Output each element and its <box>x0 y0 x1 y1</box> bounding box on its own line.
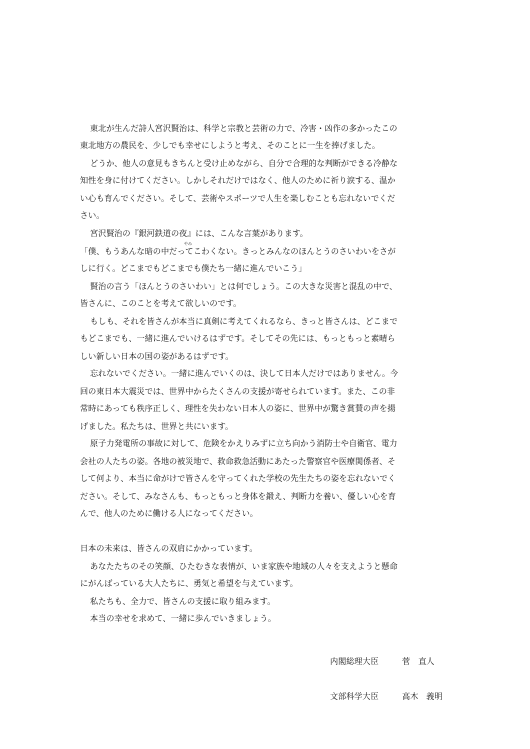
body-line: 賢治の言う「ほんとうのさいわい」とは何でしょう。この大きな災害と混乱の中で、 <box>90 281 398 291</box>
body-line: さい。 <box>80 210 105 220</box>
body-line: 回の東日本大震災では、世界中からたくさんの支援が寄せられています。また、この非 <box>80 386 396 396</box>
body-line: 宮沢賢治の『銀河鉄道の夜』には、こんな言葉があります。 <box>90 228 308 238</box>
body-line: んで、他人のために働ける人になってください。 <box>80 508 258 518</box>
body-line: あなたたちのその笑顔、ひたむきな表情が、いま家族や地域の人々を支えようと懸命 <box>90 561 398 571</box>
body-line: げました。私たちは、世界と共にいます。 <box>80 421 234 431</box>
body-line: 東北が生んだ詩人宮沢賢治は、科学と宗教と芸術の力で、冷害・凶作の多かったこの <box>90 123 398 133</box>
body-line: 本当の幸せを求めて、一緒に歩んでいきましょう。 <box>90 613 276 623</box>
body-line: もしも、それを皆さんが本当に真剣に考えてくれるなら、きっと皆さんは、どこまで <box>90 316 398 326</box>
body-line: しに行く。どこまでもどこまでも僕たち一緒に進んでいこう」 <box>80 263 307 273</box>
body-line: 「僕、もうあんな暗の中だってこわくない。きっとみんなのほんとうのさいわいをさが <box>80 246 396 256</box>
body-line: 忘れないでください。一緒に進んでいくのは、決して日本人だけではありません。今 <box>90 368 399 378</box>
body-line: 私たちも、全力で、皆さんの支援に取り組みます。 <box>90 596 276 606</box>
ruby-annotation: やみ <box>184 241 192 246</box>
body-line: 常時にあっても秩序正しく、理性を失わない日本人の姿に、世界中が驚き賞賛の声を揚 <box>80 403 396 413</box>
body-line: どうか、他人の意見もきちんと受け止めながら、自分で合理的な判断ができる冷静な <box>90 158 398 168</box>
body-line: にがんばっている大人たちに、勇気と希望を与えています。 <box>80 578 298 588</box>
pm-name: 菅 直人 <box>402 656 435 666</box>
body-line: 会社の人たちの姿。各地の被災地で、救命救急活動にあたった警察官や医療関係者、そ <box>80 456 396 466</box>
body-line: 皆さんに、このことを考えて欲しいのです。 <box>80 298 242 308</box>
body-line: もどこまでも、一緒に進んでいけるはずです。そしてその先には、もっともっと素晴ら <box>80 333 396 343</box>
body-line: い心も育んでください。そして、芸術やスポーツで人生を楽しむことも忘れないでくだ <box>80 193 396 203</box>
body-line: 東北地方の農民を、少しでも幸せにしようと考え、そのことに一生を捧げました。 <box>80 140 380 150</box>
body-line: ださい。そして、みなさんも、もっともっと身体を鍛え、判断力を養い、優しい心を育 <box>80 491 396 501</box>
mext-title: 文部科学大臣 <box>330 691 379 701</box>
body-line: して何より、本当に命がけで皆さんを守ってくれた学校の先生たちの姿を忘れないでく <box>80 473 396 483</box>
body-line: 原子力発電所の事故に対して、危険をかえりみずに立ち向かう消防士や自衛官、電力 <box>90 438 398 448</box>
body-line: 知性を身に付けてください。しかしそれだけではなく、他人のために祈り涙する、温か <box>80 175 396 185</box>
body-line: しい新しい日本の国の姿があるはずです。 <box>80 351 234 361</box>
mext-name: 高木 義明 <box>402 691 443 701</box>
pm-title: 内閣総理大臣 <box>330 656 379 666</box>
body-line: 日本の未来は、皆さんの双肩にかかっています。 <box>80 543 258 553</box>
